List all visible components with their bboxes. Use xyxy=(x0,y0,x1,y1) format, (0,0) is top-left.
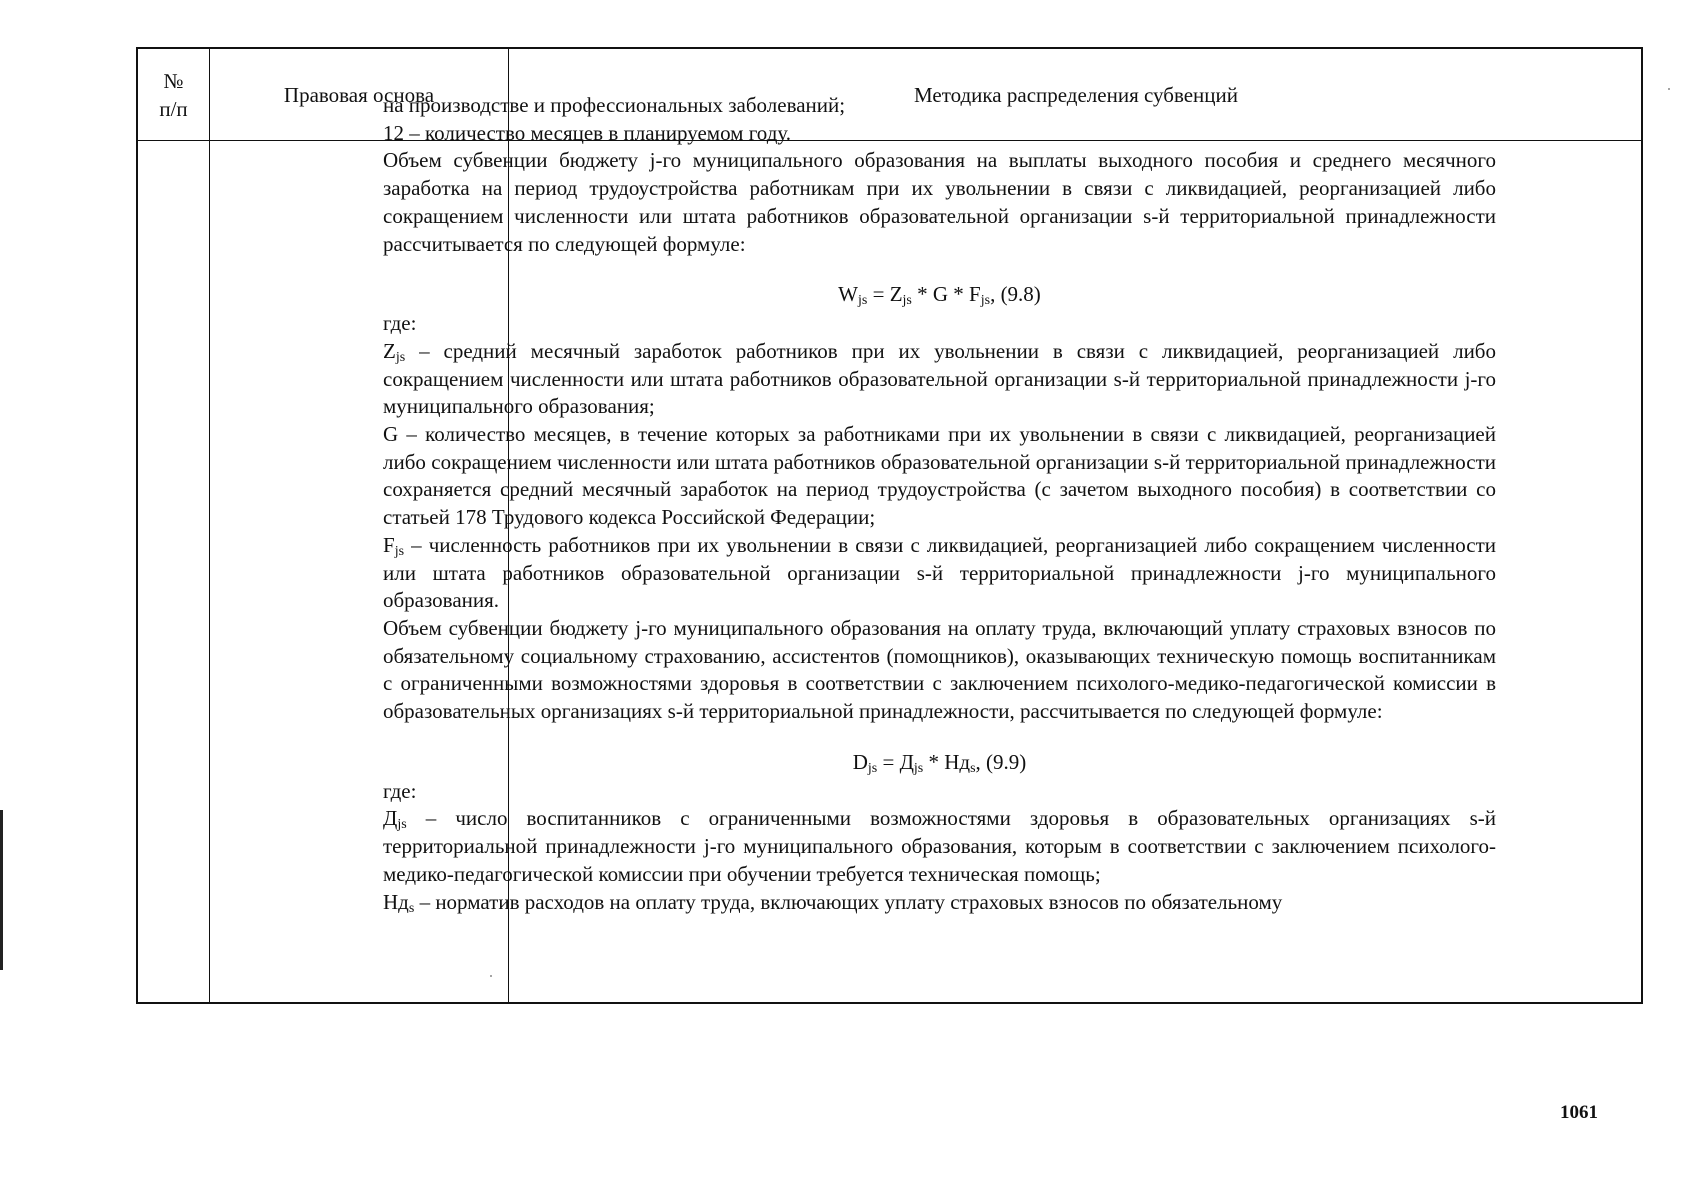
header-legal-basis-label: Правовая основа xyxy=(283,82,435,107)
definition-z: $Z_{js}$ – средний месячный заработок работников при их увольнении в связи с ликвидацией, реорганизацией либо сокращением численности или штата работников образовательной организации s-й территориальной принадлежности j-го муниципального образования; xyxy=(383,338,1496,419)
definition-d: $Д_{js}$ – число воспитанников с ограниченными возможностями здоровья в образовательных организациях s-й территориальной принадлежности j-го муниципального образования, которым в соответствии с заключением психолого-медико-педагогической комиссии при обучении требуется техническая помощь; xyxy=(383,806,1496,886)
header-number-column xyxy=(138,49,209,140)
definition-g: G – количество месяцев, в течение которых за работниками при их увольнении в связи с ликвидацией, реорганизацией либо сокращением численности или штата работников образовательной организации s-й территориальной принадлежности сохраняется средний месячный заработок на период трудоустройства (с зачетом выходного пособия) в соответствии со статьей 178 Трудового кодекса Российской Федерации; xyxy=(383,422,1496,530)
paragraph: Объем субвенции бюджету j-го муниципального образования на оплату труда, включающий уплату страховых взносов по обязательному социальному страхованию, ассистентов (помощников), оказывающих техническую помощь воспитанникам с ограниченными возможностями здоровья в соответствии с заключением психолого-медико-педагогической комиссии в образовательных организациях s-й территориальной принадлежности, рассчитывается по следующей формуле: xyxy=(383,615,1496,724)
where-label: где: xyxy=(383,778,417,803)
header-methodology-label: Методика распределения субвенций xyxy=(913,82,1239,107)
header-number-label: № п/п xyxy=(159,68,188,121)
column-divider xyxy=(209,49,210,1002)
scan-speck xyxy=(1668,88,1670,90)
scan-margin-mark xyxy=(0,810,3,970)
paragraph: Объем субвенции бюджету j-го муниципального образования на выплаты выходного пособия и среднего месячного заработка на период трудоустройства работникам при их увольнении в связи с ликвидацией, реорганизацией либо сокращением численности или штата работников образовательной организации s-й территориальной принадлежности рассчитывается по следующей формуле: xyxy=(383,148,1496,256)
text-line: на производстве и профессиональных заболеваний; xyxy=(383,93,846,117)
formula-9-9: $D_{js} = Д_{js} * Нд_s$, (9.9) xyxy=(852,749,1027,776)
text-line: 12 – количество месяцев в планируемом году. xyxy=(383,120,792,145)
formula-9-8: $W_{js} = Z_{js} * G * F_{js}$, (9.8) xyxy=(838,282,1041,309)
definition-f: $F_{js}$ – численность работников при их увольнении в связи с ликвидацией, реорганизацией либо сокращением численности или штата работников образовательной организации s-й территориальной принадлежности j-го муниципального образования. xyxy=(383,532,1496,613)
definition-nd: $Нд_s$ – норматив расходов на оплату труда, включающих уплату страховых взносов по обязательному xyxy=(383,889,1283,916)
page-number: 1061 xyxy=(1560,1102,1598,1123)
methodology-cell-text xyxy=(383,92,1496,916)
where-label: где: xyxy=(383,311,417,336)
